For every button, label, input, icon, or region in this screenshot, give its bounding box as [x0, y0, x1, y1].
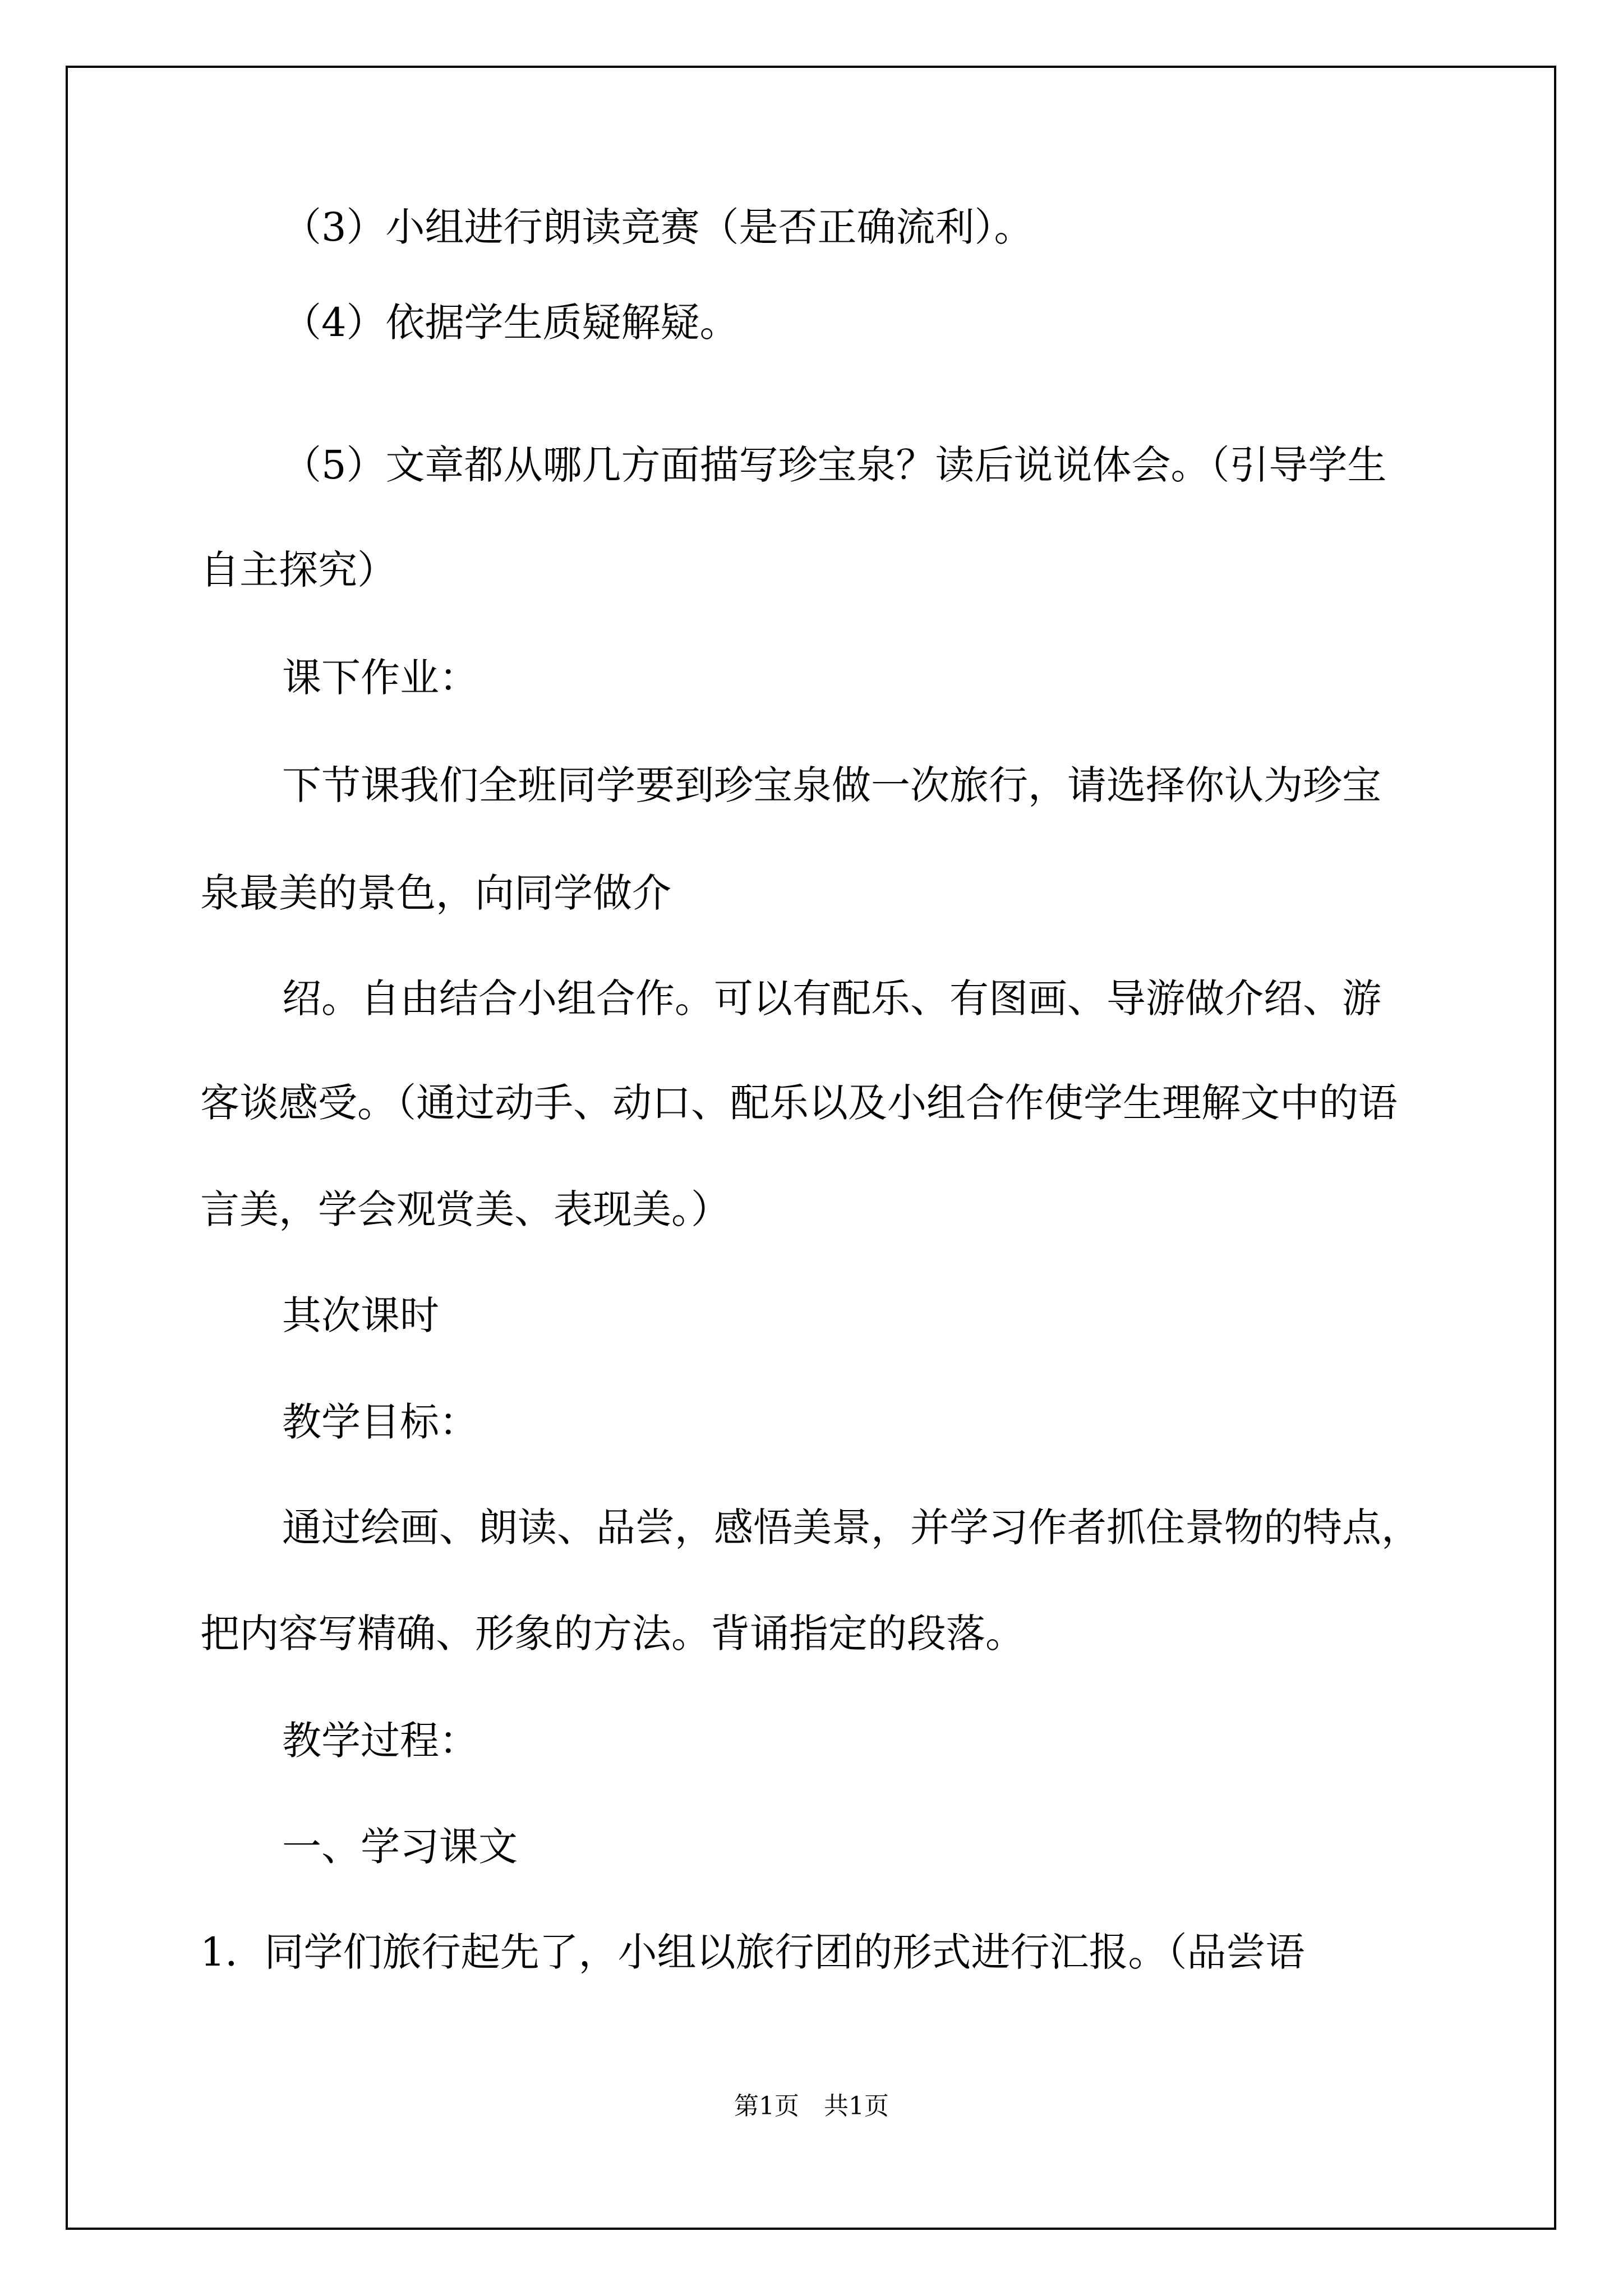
body-line-7: 泉最美的景色，向同学做介: [200, 870, 671, 916]
page-number-footer: 第1页 共1页: [734, 2092, 889, 2120]
body-line-8: 绍。自由结合小组合作。可以有配乐、有图画、导游做介绍、游: [282, 976, 1381, 1022]
body-line-5: 课下作业：: [282, 655, 478, 701]
body-line-3: （5）文章都从哪几方面描写珍宝泉？读后说说体会。（引导学生: [282, 442, 1387, 488]
body-line-13: 通过绘画、朗读、品尝，感悟美景，并学习作者抓住景物的特点，: [282, 1504, 1421, 1550]
body-line-9: 客谈感受。（通过动手、动口、配乐以及小组合作使学生理解文中的语: [200, 1080, 1398, 1126]
body-line-2: （4）依据学生质疑解疑。: [282, 300, 739, 346]
page-border: [66, 66, 1556, 2230]
body-line-16: 一、学习课文: [282, 1824, 518, 1870]
body-line-14: 把内容写精确、形象的方法。背诵指定的段落。: [200, 1611, 1025, 1657]
body-line-12: 教学目标：: [282, 1399, 478, 1445]
body-line-15: 教学过程：: [282, 1718, 478, 1764]
body-line-1: （3）小组进行朗读竞赛（是否正确流利）。: [282, 204, 1034, 250]
body-line-11: 其次课时: [282, 1292, 439, 1338]
body-line-6: 下节课我们全班同学要到珍宝泉做一次旅行，请选择你认为珍宝: [282, 762, 1381, 808]
body-line-4: 自主探究）: [200, 547, 396, 593]
body-line-17: 1．同学们旅行起先了，小组以旅行团的形式进行汇报。（品尝语: [200, 1929, 1305, 1975]
body-line-10: 言美，学会观赏美、表现美。）: [200, 1186, 730, 1232]
